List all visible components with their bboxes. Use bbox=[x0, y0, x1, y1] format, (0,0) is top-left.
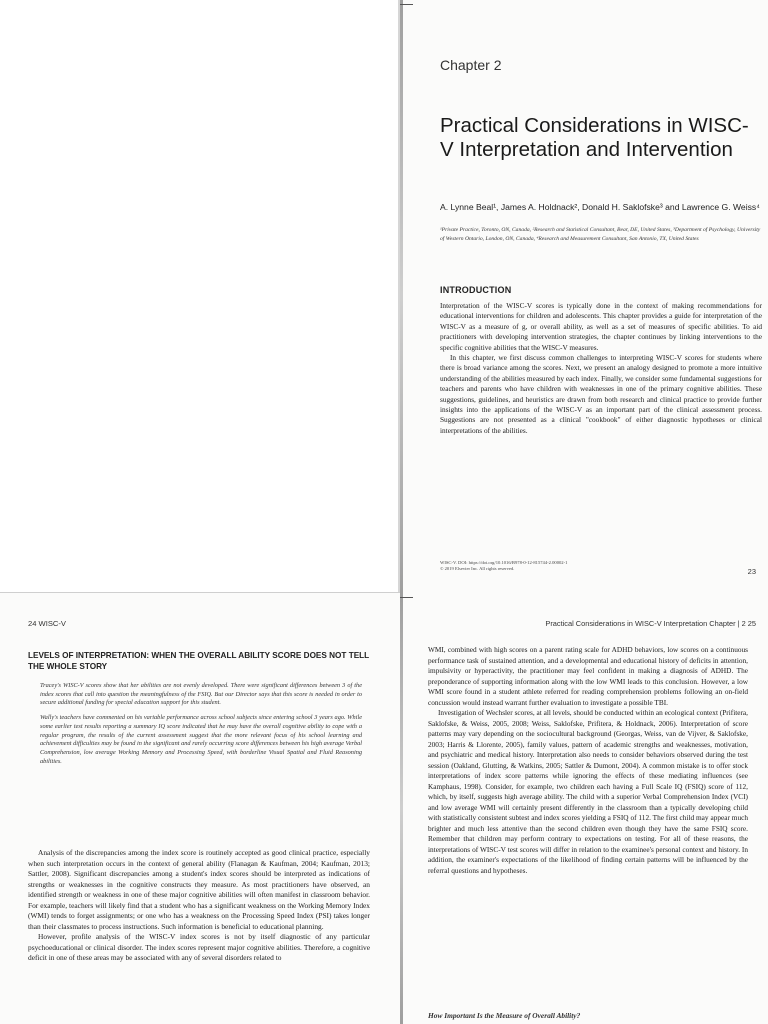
running-head: Practical Considerations in WISC-V Interpretation Chapter | 2 25 bbox=[545, 619, 756, 628]
page-23 bbox=[400, 0, 768, 593]
paragraph: Investigation of Wechsler scores, at all levels, should be conducted within an ecological context (Prifitera, Saklofske, & Weiss, 2005, 2008; Weiss, Saklofske, Prifitera, & Holdnack, 2006). Interpretation of score patterns may vary depending on the sociocultural background (Georgas, Weiss, van de Vijver, & Saklofske, 2003; Harris & Llorente, 2005), family values, pattern of academic strengths and weaknesses, motivation, and psychiatric and medical history. Interpretation also needs to consider behaviors observed during the test session (Oakland, Glutting, & Watkins, 2005; Sattler & Dumont, 2004). A common mistake is to offer stock interpretations of index score patterns while ignoring the effects of these mediating influences (see Kamphaus, 1998). Consider, for example, two children each having a Full Scale IQ (FSIQ) score of 112, which, by itself, suggests high average ability. The child with a superior Verbal Comprehension Index (VCI) and low average WMI will certainly present differently in the classroom than a typically developing child with statistically consistent subtest and index scores yielding a FSIQ of 112. The first child may appear much brighter and much less attentive than the second children even though they have the same FSIQ score. Remember that children may perform contrary to expectations on testing. For all of these reasons, the interpretations of WISC-V test scores will differ in relation to the examinee's personal context and history. In addition, the examiner's expectations of the likelihood of finding certain patterns will be influenced by the referral questions and hypotheses. bbox=[428, 708, 748, 875]
case-paragraph: Tracey's WISC-V scores show that her abilities are not evenly developed. There were significant differences between 3 of the index scores that call into question the meaningfulness of the FSIQ. But our Director says that this score is needed in order to secure additional funding for special education support for this student. bbox=[40, 682, 362, 707]
section-heading-introduction: INTRODUCTION bbox=[440, 285, 512, 295]
paragraph: WMI, combined with high scores on a parent rating scale for ADHD behaviors, low scores on a continuous performance task of sustained attention, and a developmental and educational history of deficits in attention, impulsivity or hyperactivity, the practitioner may feel confident in making a diagnosis of ADHD. The preponderance of supporting information along with the low WMI leads to this conclusion. However, a low WMI score found in a student athlete referred for reading comprehension problems following an on-field concussion would instead warrant further evaluation to investigate a possible TBI. bbox=[428, 645, 748, 707]
subheading-partial: How Important Is the Measure of Overall Ability? bbox=[428, 1011, 581, 1020]
paragraph: However, profile analysis of the WISC-V index scores is not by itself diagnostic of any particular psychoeducational or clinical disorder. The index scores represent major cognitive abilities. Therefore, a cognitive deficit in one of these areas may be associated with any of several disorders related to bbox=[28, 932, 370, 962]
section-heading-levels: LEVELS OF INTERPRETATION: WHEN THE OVERALL ABILITY SCORE DOES NOT TELL THE WHOLE STORY bbox=[28, 651, 370, 671]
chapter-label: Chapter 2 bbox=[440, 57, 502, 73]
page-25-body bbox=[428, 645, 748, 876]
doi-line: WISC-V. DOI: https://doi.org/10.1016/B978-0-12-815744-2.00002-1 bbox=[440, 560, 568, 565]
chapter-title: Practical Considerations in WISC-V Interpretation and Intervention bbox=[440, 114, 749, 161]
paragraph: In this chapter, we first discuss common challenges to interpreting WISC-V scores for students where there is broad variance among the scores. Next, we present an analogy designed to promote a more intuitive understanding of the abilities measured by each index. Finally, we consider some fundamental suggestions for teachers and parents who have children with weaknesses in one of the primary cognitive abilities. These suggestions, guidelines, and heuristics are drawn from both research and clinical practice to provide further insights into the applications of the WISC-V as an important part of the clinical assessment process. Suggestions are not presented as a clinical "cookbook" of either diagnostic hypotheses or clinical interpretations of the abilities. bbox=[440, 353, 762, 435]
running-head: 24 WISC-V bbox=[28, 619, 66, 628]
doi-footnote bbox=[440, 560, 700, 572]
scan-binding-edge bbox=[400, 0, 403, 593]
crop-mark bbox=[400, 4, 413, 11]
chapter-authors: A. Lynne Beal¹, James A. Holdnack², Donald H. Saklofske³ and Lawrence G. Weiss⁴ bbox=[440, 202, 760, 212]
paragraph: Interpretation of the WISC-V scores is typically done in the context of making recommendations for educational interventions for children and adolescents. This chapter provides a guide for interpretation of the WISC-V as a measure of g, or overall ability, as well as a set of measures of specific abilities. To aid practitioners with developing intervention strategies, the chapter continues by linking interventions to the specific cognitive abilities that the WISC-V measures. bbox=[440, 301, 762, 352]
page-25 bbox=[400, 593, 768, 1024]
crop-mark bbox=[400, 597, 413, 604]
copyright-line: © 2019 Elsevier Inc. All rights reserved. bbox=[440, 566, 515, 571]
page-24 bbox=[0, 593, 400, 1024]
scan-binding-edge bbox=[400, 593, 403, 1024]
case-examples bbox=[40, 682, 362, 772]
author-affiliations: ¹Private Practice, Toronto, ON, Canada, ²Research and Statistical Consultant, Bear, DE, United States, ³Department of Psychology, University of Western Ontario, London, ON, Canada, ⁴Research and Measurement Consultant, San Antonio, TX, United States bbox=[440, 227, 761, 242]
case-paragraph: Wally's teachers have commented on his variable performance across school subjects since entering school 3 years ago. While some earlier test results reporting a summary IQ score indicated that he may have the overall cognitive ability to cope with a regular program, the results of the current assessment suggest that the more relevant focus of his school learning and achievement difficulties may be found in the significant and rarely occurring score differences between his high average Verbal Comprehension, low average Working Memory and Processing Speed, with borderline Visual Spatial and Fluid Reasoning abilities. bbox=[40, 714, 362, 765]
levels-body bbox=[28, 848, 370, 964]
introduction-body bbox=[440, 301, 762, 436]
page-number: 23 bbox=[747, 567, 756, 576]
paragraph: Analysis of the discrepancies among the index score is routinely accepted as good clinical practice, especially when such interpretation occurs in the context of general ability (Flanagan & Kaufman, 2004; Kaufman, 2013; Sattler, 2008). Significant discrepancies among a student's index scores should be interpreted as indications of strengths or weaknesses in the cognitive constructs they measure. As most practitioners have observed, an identified strength or weakness in one of these major cognitive abilities will often manifest in classroom behavior. For example, teachers will likely find that a student who has a significant weakness on the Working Memory Index (WMI) tends to forget assignments; or one who has a weakness on the Processing Speed Index (PSI) takes longer than their classmates to process instructions. Such information is beneficial to educational planning. bbox=[28, 848, 370, 931]
